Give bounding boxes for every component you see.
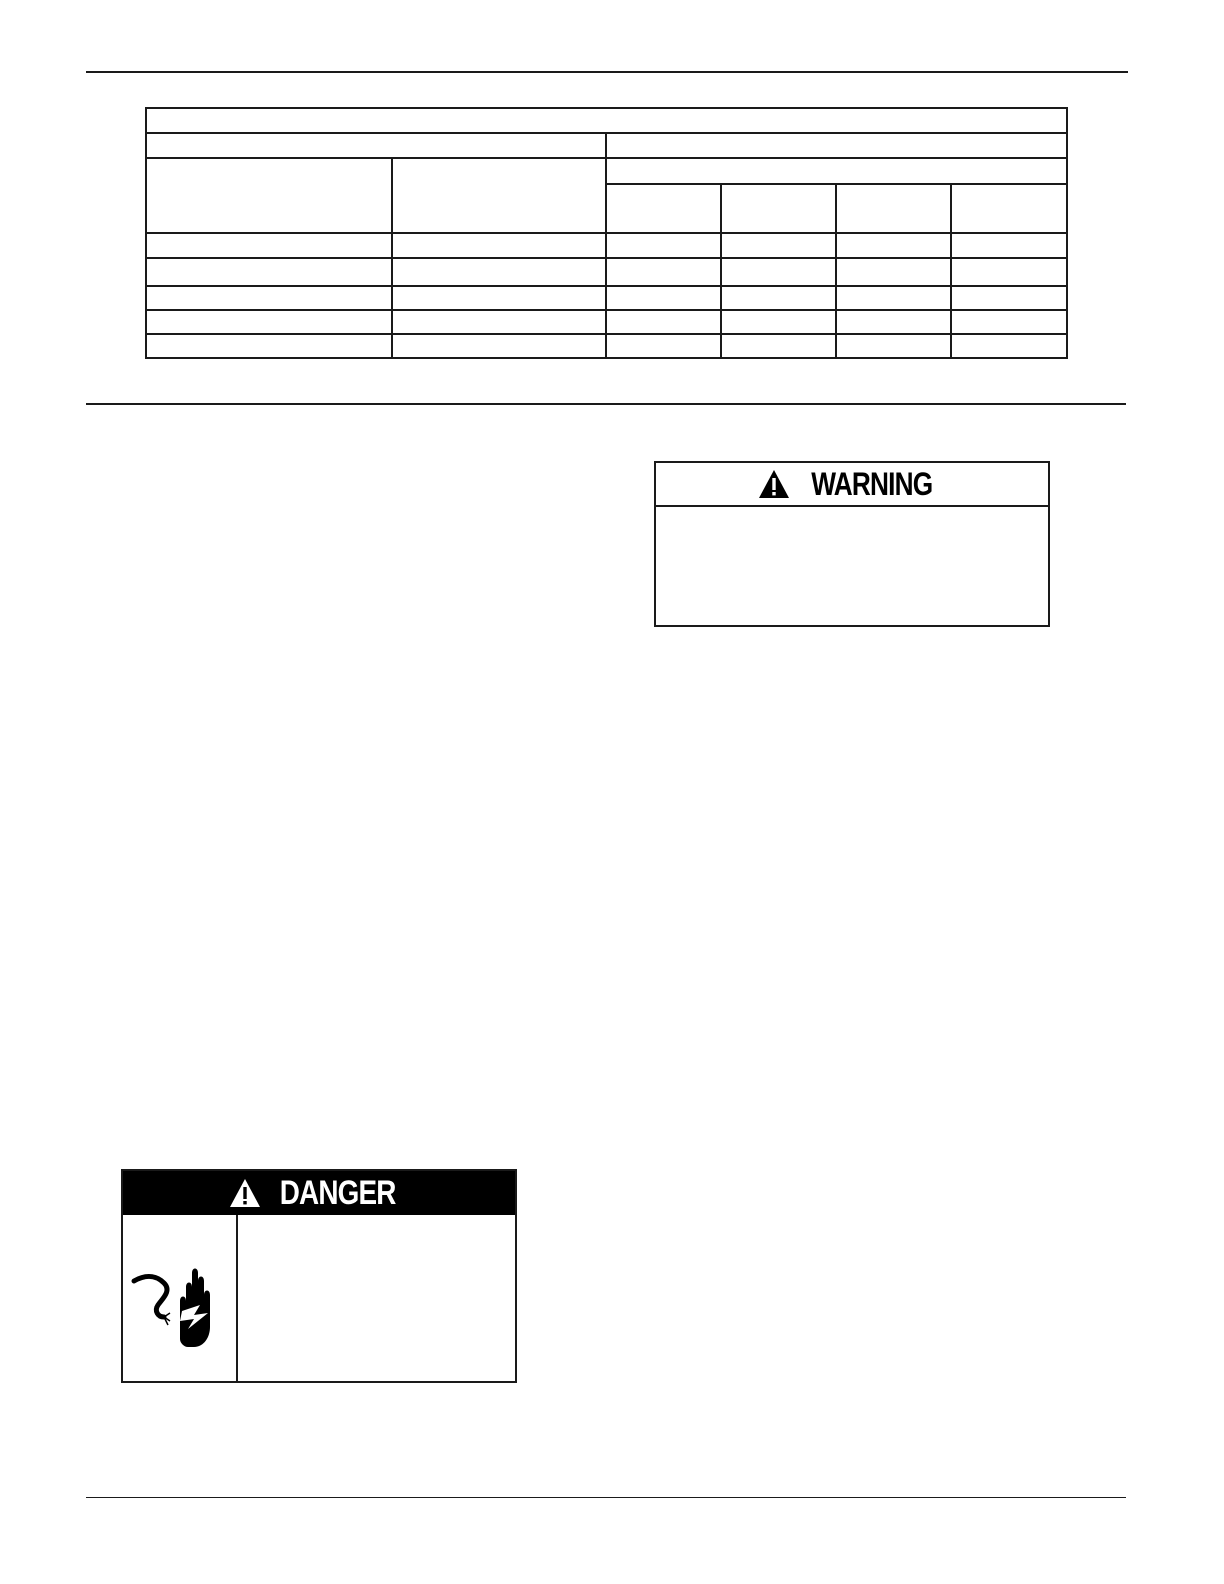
section-rule <box>86 403 1126 405</box>
table-cell <box>392 233 606 258</box>
table-title-row <box>146 108 1067 133</box>
warning-title: WARNING <box>811 465 933 502</box>
table-cell <box>392 334 606 358</box>
table-cell <box>146 258 392 286</box>
electric-shock-hand-icon <box>128 1243 232 1353</box>
table-cell <box>951 258 1067 286</box>
table-cell <box>721 258 836 286</box>
table-header-cell-col3 <box>606 184 721 233</box>
table-cell <box>951 286 1067 310</box>
table-group-left-cell <box>146 133 606 158</box>
table-cell <box>836 310 951 334</box>
table-cell <box>146 286 392 310</box>
table-cell <box>392 258 606 286</box>
table-cell <box>836 258 951 286</box>
table-title-cell <box>146 108 1067 133</box>
table-cell <box>951 233 1067 258</box>
table-subgroup-cell <box>606 158 1067 184</box>
danger-text-cell <box>238 1215 515 1381</box>
danger-header <box>123 1171 515 1215</box>
table-row <box>146 233 1067 258</box>
table-cell <box>606 286 721 310</box>
top-rule <box>86 71 1128 73</box>
footer-rule <box>86 1497 1126 1498</box>
table-header-cell-col4 <box>721 184 836 233</box>
table-cell <box>836 233 951 258</box>
spec-table <box>145 107 1068 359</box>
table-header-cell-col5 <box>836 184 951 233</box>
table-cell <box>146 310 392 334</box>
table-header-cell-col2 <box>392 158 606 233</box>
table-row <box>146 310 1067 334</box>
table-cell <box>392 286 606 310</box>
table-cell <box>392 310 606 334</box>
warning-header <box>656 463 1048 507</box>
table-cell <box>721 334 836 358</box>
table-cell <box>721 286 836 310</box>
table-group-right-cell <box>606 133 1067 158</box>
table-cell <box>836 286 951 310</box>
table-cell <box>606 258 721 286</box>
danger-box <box>121 1169 517 1383</box>
table-cell <box>606 334 721 358</box>
table-cell <box>146 233 392 258</box>
table-row <box>146 258 1067 286</box>
table-cell <box>146 334 392 358</box>
table-header-cell-col1 <box>146 158 392 233</box>
table-cell <box>836 334 951 358</box>
danger-title: DANGER <box>280 1173 396 1212</box>
table-row <box>146 286 1067 310</box>
danger-pictogram-cell <box>123 1215 238 1381</box>
table-cell <box>951 310 1067 334</box>
table-cell <box>606 233 721 258</box>
table-cell <box>951 334 1067 358</box>
alert-triangle-icon <box>758 469 790 499</box>
table-cell <box>721 233 836 258</box>
table-header-cell-col6 <box>951 184 1067 233</box>
alert-triangle-icon <box>229 1178 261 1208</box>
table-row <box>146 334 1067 358</box>
table-cell <box>606 310 721 334</box>
warning-body <box>656 507 1048 627</box>
warning-box <box>654 461 1050 627</box>
danger-body <box>123 1215 515 1381</box>
table-subheader-row <box>146 158 1067 184</box>
table-group-row <box>146 133 1067 158</box>
table-cell <box>721 310 836 334</box>
